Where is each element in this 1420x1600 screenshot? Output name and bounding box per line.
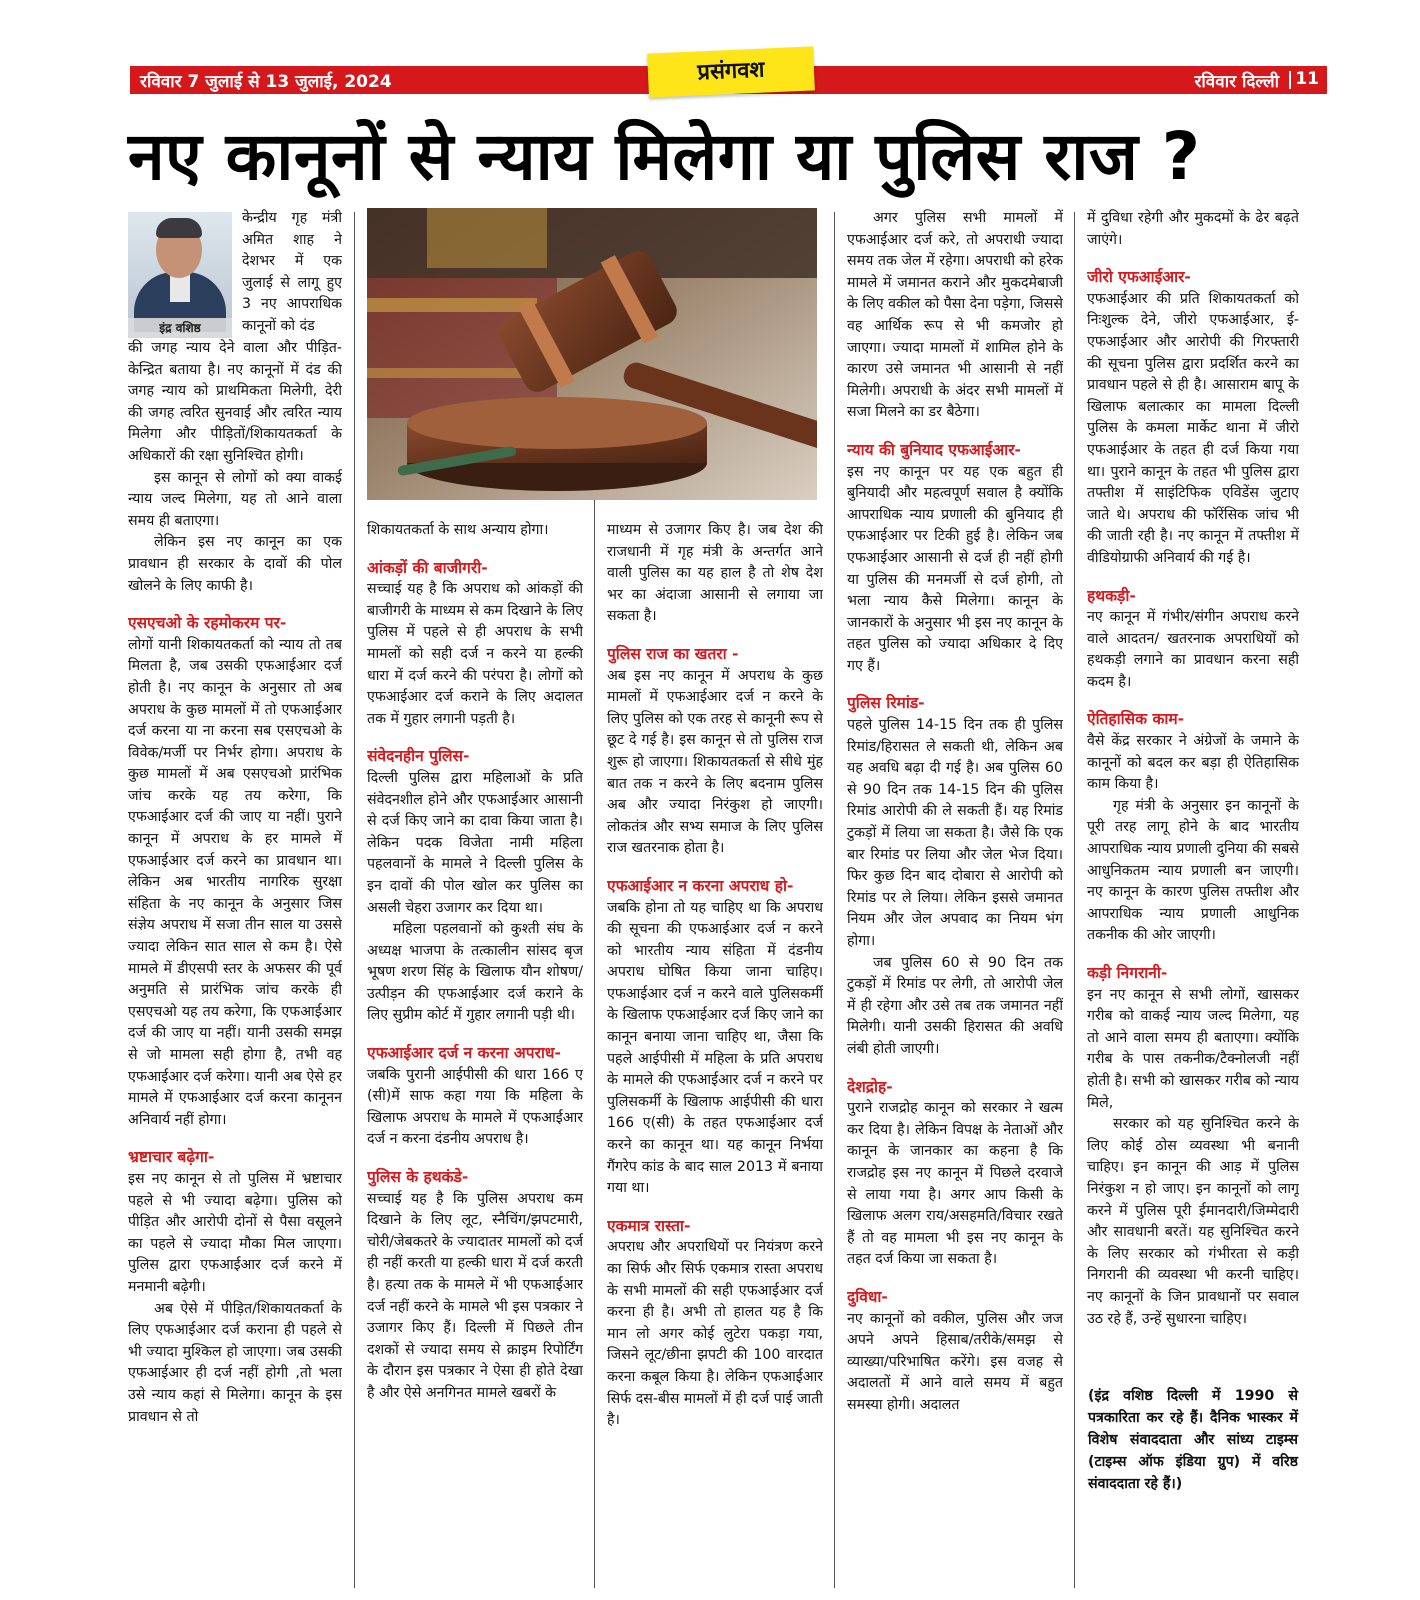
paragraph: दिल्ली पुलिस द्वारा महिलाओं के प्रति संवेदनशील होने और एफआईआर आसानी से दर्ज किए जाने का दावा किया जाता है। लेकिन पदक विजेता नामी महिला पहलवानों के मामले ने दिल्ली पुलिस के इन दावों की पोल खोल कर पुलिस का असली चेहरा उजागर कर दिया था। [367,769,583,916]
paragraph: गृह मंत्री के अनुसार इन कानूनों के पूरी तरह लागू होने के बाद भारतीय आपराधिक न्याय प्रणाली दुनिया की सबसे आधुनिकतम न्याय प्रणाली बन जाएगी। नए कानून के कारण पुलिस तफ्तीश और आपराधिक न्याय प्रणाली आधुनिक तकनीक की ओर जाएगी। [1087,797,1299,944]
paragraph: जब पुलिस 60 से 90 दिन तक टुकड़ों में रिमांड पर लेगी, तो आरोपी जेल में ही रहेगा और उसे तब तक जमानत नहीं मिलेगी। यानी उसकी हिरासत की अवधि लंबी होती जाएगी। [847,954,1063,1057]
subheading: कड़ी निगरानी- [1087,964,1168,982]
paragraph: में दुविधा रहेगी और मुकदमों के ढेर बढ़ते जाएंगे। [1087,210,1299,248]
section-badge: प्रसंगवश [647,46,815,97]
subheading: देशद्रोह- [847,1077,893,1096]
column-5 [1087,208,1299,1378]
paragraph: सच्चाई यह है कि पुलिस अपराध कम दिखाने के लिए लूट, स्नैचिंग/झपटमारी, चोरी/जेबकतरे के ज्यादातर मामलों को दर्ज ही नहीं करती या हल्की धारा में दर्ज करती है। हत्या तक के मामले में भी एफआईआर दर्ज नहीं करने के मामले भी इस पत्रकार ने उजागर किए हैं। दिल्ली में पिछले तीन दशकों से ज्यादा समय से क्राइम रिपोर्टिंग के दौरान इस पत्रकार ने ऐसा ही होते देखा है और ऐसे अनगिनत मामले खबरों के [367,1190,583,1401]
paragraph: महिला पहलवानों को कुश्ती संघ के अध्यक्ष भाजपा के तत्कालीन सांसद बृज भूषण शरण सिंह के खिलाफ यौन शोषण/ उत्पीड़न की एफआईआर दर्ज कराने के लिए सुप्रीम कोर्ट में गुहार लगानी पड़ी थी। [367,921,583,1024]
paragraph: अब ऐसे में पीड़ित/शिकायतकर्ता के लिए एफआईआर दर्ज कराना ही पहले से भी ज्यादा मुश्किल हो जाएगा। जब उसकी एफआईआर ही दर्ज नहीं होगी ,तो भला उसे न्याय कहां से मिलेगा। कानून के इस प्रावधान से तो [128,1300,342,1425]
paragraph: इन नए कानून से सभी लोगों, खासकर गरीब को वाकई न्याय जल्द मिलेगा, यह तो आने वाला समय ही बताएगा। क्योंकि गरीब के पास तकनीक/टैक्नोलजी नहीं होती है। सभी को खासकर गरीब को न्याय मिले, [1087,986,1299,1111]
author-bio: (इंद्र वशिष्ठ दिल्ली में 1990 से पत्रकारिता कर रहे हैं। दैनिक भास्कर में विशेष संवाददाता और सांध्य टाइम्स (टाइम्स ऑफ इंडिया ग्रुप) में वरिष्ठ संवाददाता रहे हैं।) [1088,1388,1298,1492]
subheading: जीरो एफआईआर- [1087,268,1191,287]
column-1 [128,338,342,1588]
column-divider [834,212,835,1588]
subheading: पुलिस राज का खतरा - [607,644,739,663]
subheading: भ्रष्टाचार बढ़ेगा- [128,1148,215,1167]
header-divider [1289,71,1291,89]
column-divider [354,212,355,1588]
column-2 [367,520,583,1588]
page-number: 11 [1295,69,1319,89]
author-photo [128,212,232,338]
paragraph: इस नए कानून से तो पुलिस में भ्रष्टाचार पहले से भी ज्यादा बढ़ेगा। पुलिस को पीड़ित और आरोपी दोनों से पैसा वसूलने का पहले से ज्यादा मौका मिल जाएगा। पुलिस द्वारा एफआईआर दर्ज करने में मनमानी बढ़ेगी। [128,1170,342,1295]
paragraph: पहले पुलिस 14-15 दिन तक ही पुलिस रिमांड/हिरासत ले सकती थी, लेकिन अब यह अवधि बढ़ा दी गई है। अब पुलिस 60 से 90 दिन तक 14-15 दिन की पुलिस रिमांड आरोपी की ले सकती हैं। यह रिमांड टुकड़ों में लिया जा सकता है। जैसे कि एक बार रिमांड पर लिया और जेल भेज दिया। फिर कुछ दिन बाद दोबारा से आरोपी को रिमांड पर ले लिया। लेकिन इससे जमानत नियम और जेल अपवाद का नियम भंग होगा। [847,717,1063,949]
subheading: एफआईआर न करना अपराध हो- [607,876,794,895]
subheading: संवेदनहीन पुलिस- [367,747,470,766]
headline: नए कानूनों से न्याय मिलेगा या पुलिस राज ? [128,118,1201,195]
paragraph: पुराने राजद्रोह कानून को सरकार ने खत्म कर दिया है। लेकिन विपक्ष के नेताओं और कानून के जानकार का कहना है कि राजद्रोह इस नए कानून में पिछले दरवाजे से लाया गया है। अगर आप किसी के खिलाफ अलग राय/असहमति/विचार रखते हैं तो वह मामला भी इस नए कानून के तहत दर्ज किया जा सकता है। [847,1100,1063,1268]
subheading: पुलिस के हथकंडे- [367,1168,469,1187]
paragraph: लोगों यानी शिकायतकर्ता को न्याय तो तब मिलता है, जब उसकी एफआईआर दर्ज होती है। नए कानून के अनुसार तो अब अपराध के कुछ मामलों में तो एफआईआर दर्ज करना या ना करना सब एसएचओ के विवेक/मर्जी पर निर्भर होगा। अपराध के कुछ मामलों में अब एसएचओ प्रारंभिक जांच करके यह तय करेगा, कि एफआईआर दर्ज की जाए या नहीं। पुराने कानून में अपराध के हर मामले में एफआईआर दर्ज करने का प्रावधान था। लेकिन अब भारतीय नागरिक सुरक्षा संहिता के नए कानून के अनुसार जिस संज्ञेय अपराध में सजा तीन साल या उससे ज्यादा लेकिन सात साल से कम है। ऐसे मामले में डीएसपी स्तर के अफसर की पूर्व अनुमति से प्रारंभिक जांच करके ही एसएचओ यह तय करेगा, कि एफआईआर दर्ज की जाए या नहीं। यानी उसकी समझ से जो मामला सही होगा है, तभी वह एफआईआर दर्ज करेगा। यानी अब ऐसे हर मामले में एफआईआर दर्ज करना कानूनन अनिवार्य नहीं होगा। [128,636,342,1128]
gavel-photo [367,208,817,500]
paragraph: अगर पुलिस सभी मामलों में एफआईआर दर्ज करे, तो अपराधी ज्यादा समय तक जेल में रहेगा। अपराधी को हरेक मामले में जमानत कराने और मुकदमेबाजी के लिए वकील को पैसा देना पड़ेगा, जिससे वह आर्थिक रूप से भी कमजोर हो जाएगा। ज्यादा मामलों में शामिल होने के कारण उसे जमानत भी आसानी से नहीं मिलेगी। अपराधी के अंदर सभी मामलों में सजा मिलने का डर बैठेगा। [847,210,1063,421]
paragraph: शिकायतकर्ता के साथ अन्याय होगा। [367,522,549,538]
paragraph: लेकिन इस नए कानून का एक प्रावधान ही सरकार के दावों की पोल खोलने के लिए काफी है। [128,534,342,594]
author-hair [156,218,202,238]
subheading: आंकड़ों की बाजीगरी- [367,558,488,577]
column-4 [847,208,1063,1588]
edition-name: रविवार दिल्ली [1194,72,1279,92]
column-divider [1074,212,1075,1588]
subheading: ऐतिहासिक काम- [1087,710,1185,729]
subheading: एसएचओ के रहमोकरम पर- [128,614,287,633]
paragraph: इस नए कानून पर यह एक बहुत ही बुनियादी और महत्वपूर्ण सवाल है क्योंकि आपराधिक न्याय प्रणाली की बुनियाद ही एफआईआर पर टिकी हुई है। लेकिन जब एफआईआर आसानी से दर्ज ही नहीं होगी या पुलिस की मनमर्जी से दर्ज होगी, तो भला न्याय कैसे मिलेगा। कानून के जानकारों के अनुसार भी इस नए कानून के तहत पुलिस को ज्यादा अधिकार दे दिए गए हैं। [847,463,1063,674]
column-1-intro [242,208,342,338]
paragraph: वैसे केंद्र सरकार ने अंग्रेजों के जमाने के कानूनों को बदल कर बड़ा ही ऐतिहासिक काम किया है। [1087,733,1299,793]
paragraph: जबकि पुरानी आईपीसी की धारा 166 ए (सी)में साफ कहा गया कि महिला के खिलाफ अपराध के मामले में एफआईआर दर्ज न करना दंडनीय अपराध है। [367,1066,583,1148]
intro-text: केन्द्रीय गृह मंत्री अमित शाह ने देशभर में एक जुलाई से लागू हुए 3 नए आपराधिक कानूनों को दंड [242,210,342,334]
author-caption: इंद्र वशिष्ठ [128,318,232,338]
paragraph: सच्चाई यह है कि अपराध को आंकड़ों की बाजीगरी के माध्यम से कम दिखाने के लिए पुलिस में पहले से ही अपराध के सभी मामलों को सही दर्ज न करने या हल्की धारा में दर्ज करने की परंपरा है। लोगों को एफआईआर दर्ज कराने के लिए अदालत तक में गुहार लगानी पड़ती है। [367,581,583,727]
paragraph: माध्यम से उजागर किए है। जब देश की राजधानी में गृह मंत्री के अन्तर्गत आने वाली पुलिस का यह हाल है तो शेष देश भर का अंदाजा आसानी से लगाया जा सकता है। [607,522,823,625]
paragraph: अपराध और अपराधियों पर नियंत्रण करने का सिर्फ और सिर्फ एकमात्र रास्ता अपराध के सभी मामलों की सही एफआईआर दर्ज करना ही है। अभी तो हालत यह है कि मान लो अगर कोई लुटेरा पकड़ा गया, जिसने लूट/छीना झपटी की 100 वारदात करना कबूल किया है। लेकिन एफआईआर सिर्फ दस-बीस मामलों में ही दर्ज पाई जाती है। [607,1239,823,1429]
paragraph: अब इस नए कानून में अपराध के कुछ मामलों में एफआईआर दर्ज न करने के लिए पुलिस को एक तरह से कानूनी रूप से छूट दे गई है। इस कानून से तो पुलिस राज शुरू हो जाएगा। शिकायतकर्ता से सीधे मुंह बात तक न करने के लिए बदनाम पुलिस अब और ज्यादा निरंकुश हो जाएगी। लोकतंत्र और सभ्य समाज के लिए पुलिस राज खतरनाक होता है। [607,667,823,857]
paragraph: की जगह न्याय देने वाला और पीड़ित-केन्द्रित बताया है। नए कानूनों में दंड की जगह न्याय को प्राथमिकता मिलेगी, देरी की जगह त्वरित सुनवाई और त्वरित न्याय मिलेगा और पीड़ितों/शिकायतकर्ता के अधिकारों की रक्षा सुनिश्चित होगी। [128,340,342,464]
paragraph: जबकि होना तो यह चाहिए था कि अपराध की सूचना की एफआईआर दर्ज न करने को भारतीय न्याय संहिता में दंडनीय अपराध घोषित किया जाना चाहिए। एफआईआर दर्ज न करने वाले पुलिसकर्मी के खिलाफ एफआईआर दर्ज किए जाने का कानून बनाया जाना चाहिए था, जैसा कि पहले आईपीसी में महिला के प्रति अपराध के मामले की एफआईआर दर्ज न करने पर पुलिसकर्मी के खिलाफ आईपीसी की धारा 166 ए(सी) के तहत एफआईआर दर्ज करने का कानून था। यह कानून निर्भया गैंगरेप कांड के बाद साल 2013 में बनाया गया था। [607,899,823,1197]
subheading: हथकड़ी- [1087,586,1136,605]
subheading: पुलिस रिमांड- [847,694,925,713]
column-3 [607,520,823,1588]
subheading: एकमात्र रास्ता- [607,1216,691,1235]
paragraph: नए कानूनों को वकील, पुलिस और जज अपने अपने हिसाब/तरीके/समझ से व्याख्या/परिभाषित करेंगे। इस वजह से अदालतों में आने वाले समय में बहुत समस्या होगी। अदालत [847,1310,1063,1413]
issue-date: रविवार 7 जुलाई से 13 जुलाई, 2024 [140,72,392,92]
subheading: एफआईआर दर्ज न करना अपराध- [367,1044,561,1063]
subheading: न्याय की बुनियाद एफआईआर- [847,440,1021,459]
paragraph: नए कानून में गंभीर/संगीन अपराध करने वाले आदतन/ खतरनाक अपराधियों को हथकड़ी लगाने का प्रावधान करना सही कदम है। [1087,609,1299,690]
paragraph: एफआईआर की प्रति शिकायतकर्ता को निःशुल्क देने, जीरो एफआईआर, ई-एफआईआर और आरोपी की गिरफ्तारी की सूचना पुलिस द्वारा प्रदर्शित करने का प्रावधान पहले से ही है। आसाराम बापू के खिलाफ बलात्कार का मामला दिल्ली पुलिस के कमला मार्केट थाना में जीरो एफआईआर के तहत ही दर्ज किया गया था। पुराने कानून के तहत भी पुलिस द्वारा तफ्तीश में साइंटिफिक एविडेंस जुटाए जाते थे। अपराध की फॉरेंसिक जांच भी की जाती रही है। नए कानून में तफ्तीश में वीडियोग्राफी अनिवार्य की गई है। [1087,290,1299,566]
paragraph: सरकार को यह सुनिश्चित करने के लिए कोई ठोस व्यवस्था भी बनानी चाहिए। इन कानून की आड़ में पुलिस निरंकुश न हो जाए। इन कानूनों को लागू करने में पुलिस पूरी ईमानदारी/जिम्मेदारी और सावधानी बरतें। यह सुनिश्चित करने के लिए सरकार को गंभीरता से कड़ी निगरानी की व्यवस्था भी करनी चाहिए। नए कानूनों के जिन प्रावधानों पर सवाल उठ रहे हैं, उन्हें सुधारना चाहिए। [1087,1116,1299,1327]
subheading: दुविधा- [847,1287,888,1306]
paragraph: इस कानून से लोगों को क्या वाकई न्याय जल्द मिलेगा, यह तो आने वाला समय ही बताएगा। [128,469,342,529]
